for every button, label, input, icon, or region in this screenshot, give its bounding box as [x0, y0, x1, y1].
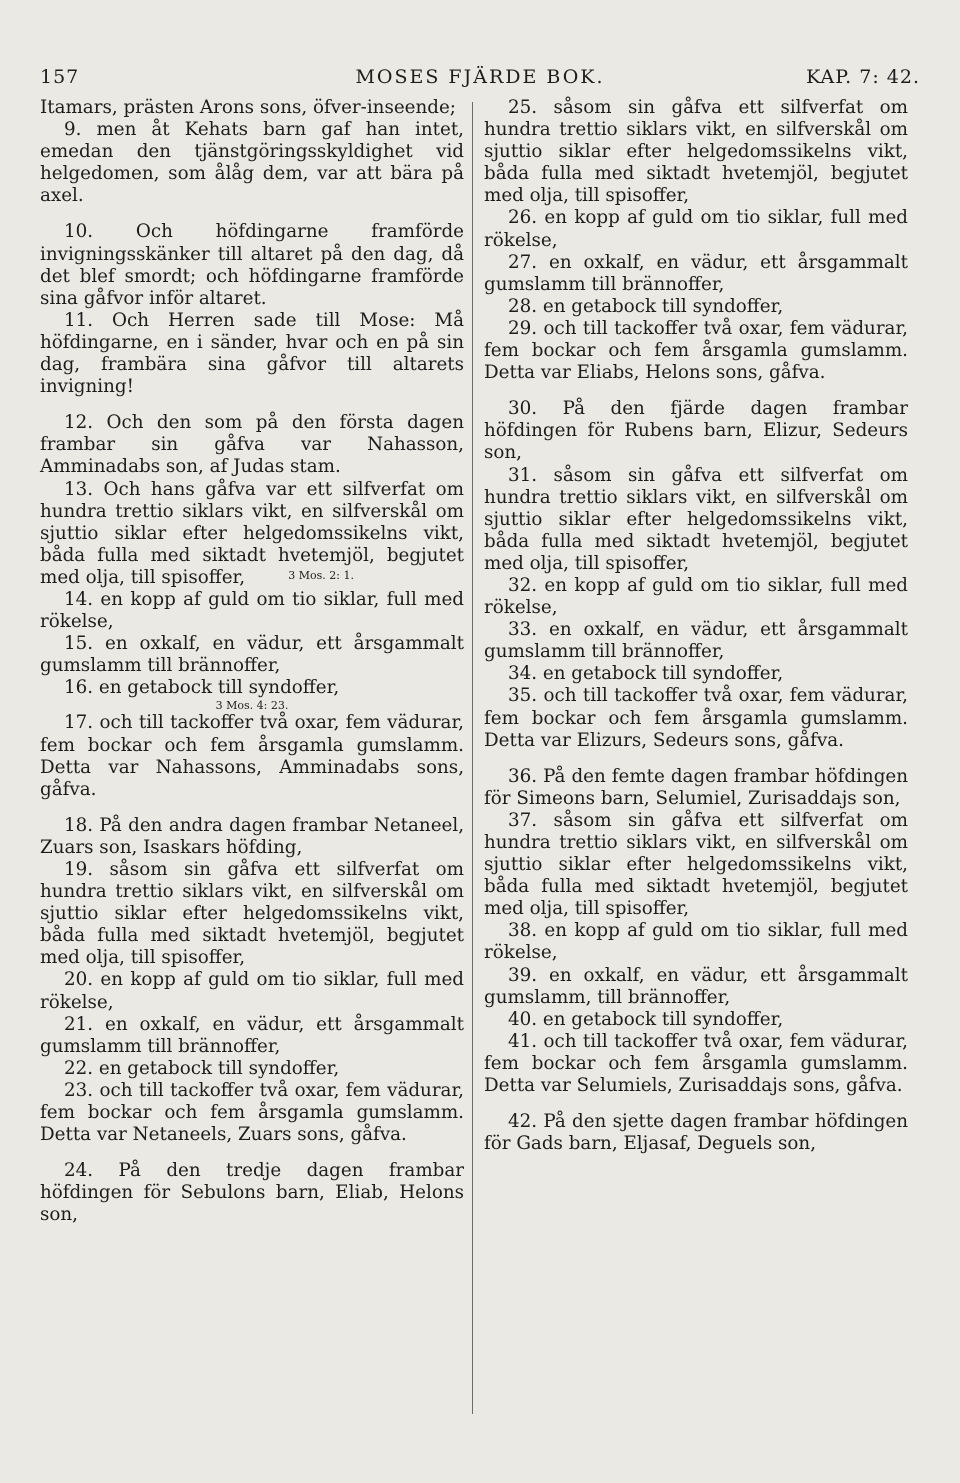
verse-paragraph: 31. såsom sin gåfva ett silfverfat om hundra trettio siklars vikt, en silfverskål om sjuttio siklar efter helgedomssikelns vikt, båda fulla med siktadt hvetemjöl, begjutet med olja, till spisoffer, [484, 464, 908, 574]
verse-paragraph: 38. en kopp af guld om tio siklar, full med rökelse, [484, 920, 908, 964]
left-text-column [40, 97, 464, 1227]
verse-paragraph: 18. På den andra dagen frambar Netaneel, Zuars son, Isaskars höfding, [40, 814, 464, 858]
verse-paragraph: 11. Och Herren sade till Mose: Må höfdingarne, en i sänder, hvar och en på sin dag, frambära sina gåfvor till altarets invigning! [40, 309, 464, 398]
verse-paragraph: 16. en getabock till syndoffer, [64, 677, 340, 699]
verse-paragraph: 22. en getabock till syndoffer, [64, 1057, 340, 1079]
verse-paragraph: 9. men åt Kehats barn gaf han intet, emedan den tjänstgöringsskyldighet vid helgedomen, som ålåg dem, var att bära på axel. [40, 119, 464, 207]
verse-paragraph: 42. På den sjette dagen frambar höfdingen för Gads barn, Eljasaf, Deguels son, [484, 1111, 908, 1155]
verse-paragraph: 40. en getabock till syndoffer, [508, 1008, 784, 1030]
verse-paragraph: 28. en getabock till syndoffer, [508, 295, 784, 317]
verse-paragraph: 19. såsom sin gåfva ett silfverfat om hundra trettio siklars vikt, en silfverskål om sjuttio siklar efter helgedomssikelns vikt, båda fulla med siktadt hvetemjöl, begjutet med olja, till spisoffer, [40, 859, 464, 969]
verse-paragraph: 13. Och hans gåfva var ett silfverfat om hundra trettio siklars vikt, en silfverskål om sjuttio siklar efter helgedomssikelns vikt, båda fulla med siktadt hvetemjöl, begjutet med olja, till spisoffer, [40, 478, 464, 588]
column-divider [472, 102, 473, 1414]
verse-paragraph: 14. en kopp af guld om tio siklar, full med rökelse, [40, 588, 464, 633]
verse-paragraph: 15. en oxkalf, en vädur, ett årsgammalt gumslamm till brännoffer, [40, 633, 464, 677]
verse-paragraph: 26. en kopp af guld om tio siklar, full med rökelse, [484, 207, 908, 251]
verse-paragraph: 33. en oxkalf, en vädur, ett årsgammalt gumslamm till brännoffer, [484, 619, 908, 663]
verse-paragraph: Itamars, prästen Arons sons, öfver-inseende; [40, 97, 456, 118]
verse-paragraph: 36. På den femte dagen frambar höfdingen för Simeons barn, Selumiel, Zurisaddajs son, [484, 765, 908, 809]
verse-paragraph: 21. en oxkalf, en vädur, ett årsgammalt gumslamm till brännoffer, [40, 1013, 464, 1057]
verse-paragraph: 32. en kopp af guld om tio siklar, full med rökelse, [484, 574, 908, 619]
verse-paragraph: 23. och till tackoffer två oxar, fem vädurar, fem bockar och fem årsgamla gumslamm. Detta var Netaneels, Zuars sons, gåfva. [40, 1079, 464, 1146]
verse-paragraph: 25. såsom sin gåfva ett silfverfat om hundra trettio siklars vikt, en silfverskål om sjuttio siklar efter helgedomssikelns vikt, båda fulla med siktadt hvetemjöl, begjutet med olja, till spisoffer, [484, 97, 908, 207]
cross-reference: 3 Mos. 4: 23. [215, 699, 289, 713]
chapter-reference: KAP. 7: 42. [806, 66, 920, 88]
verse-paragraph: 10. Och höfdingarne framförde invigningsskänker till altaret på den dag, då det blef smordt; och höfdingarne framförde sina gåfvor inför altaret. [40, 221, 464, 309]
verse-paragraph: 35. och till tackoffer två oxar, fem vädurar, fem bockar och fem årsgamla gumslamm. Detta var Elizurs, Sedeurs sons, gåfva. [484, 685, 908, 751]
verse-paragraph: 17. och till tackoffer två oxar, fem vädurar, fem bockar och fem årsgamla gumslamm. Detta var Nahassons, Amminadabs sons, gåfva. [40, 712, 464, 800]
right-text-column [484, 97, 908, 1155]
cross-reference: 3 Mos. 2: 1. [288, 568, 354, 582]
verse-paragraph: 29. och till tackoffer två oxar, fem vädurar, fem bockar och fem årsgamla gumslamm. Detta var Eliabs, Helons sons, gåfva. [484, 317, 908, 384]
verse-paragraph: 12. Och den som på den första dagen frambar sin gåfva var Nahasson, Amminadabs son, af Judas stam. [40, 412, 464, 478]
page-number: 157 [40, 66, 80, 88]
verse-paragraph: 30. På den fjärde dagen frambar höfdingen för Rubens barn, Elizur, Sedeurs son, [484, 398, 908, 464]
verse-paragraph: 34. en getabock till syndoffer, [508, 663, 784, 685]
verse-paragraph: 39. en oxkalf, en vädur, ett årsgammalt gumslamm, till brännoffer, [484, 964, 908, 1008]
verse-paragraph: 37. såsom sin gåfva ett silfverfat om hundra trettio siklars vikt, en silfverskål om sjuttio siklar efter helgedomssikelns vikt, båda fulla med siktadt hvetemjöl, begjutet med olja, till spisoffer, [484, 809, 908, 920]
verse-paragraph: 41. och till tackoffer två oxar, fem vädurar, fem bockar och fem årsgamla gumslamm. Detta var Selumiels, Zurisaddajs sons, gåfva. [484, 1030, 908, 1097]
running-title: MOSES FJÄRDE BOK. [355, 66, 605, 88]
verse-paragraph: 24. På den tredje dagen frambar höfdingen för Sebulons barn, Eliab, Helons son, [40, 1160, 464, 1226]
verse-paragraph: 20. en kopp af guld om tio siklar, full med rökelse, [40, 969, 464, 1013]
verse-paragraph: 27. en oxkalf, en vädur, ett årsgammalt gumslamm till brännoffer, [484, 251, 908, 295]
page-header [40, 66, 920, 94]
